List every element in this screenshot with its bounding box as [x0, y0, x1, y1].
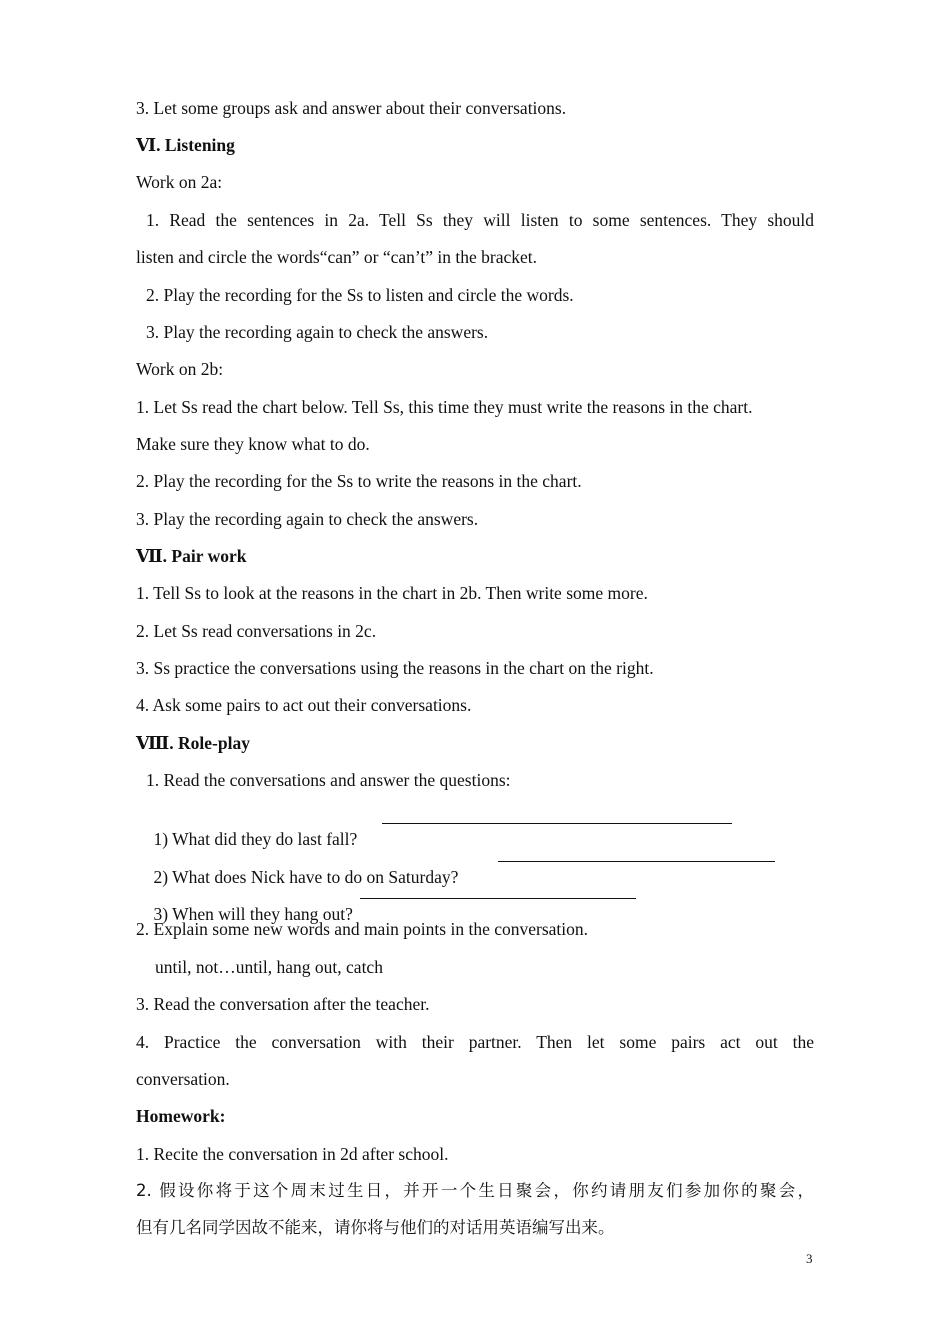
section-heading-pair-work: Ⅶ. Pair work [136, 546, 247, 566]
subheading-2b: Work on 2b: [136, 359, 224, 379]
step-line: 2. Play the recording for the Ss to listen and circle the words. [146, 285, 574, 305]
homework-item: 1. Recite the conversation in 2d after school. [136, 1144, 449, 1164]
step-line: 3. Play the recording again to check the answers. [136, 509, 479, 529]
section-heading-role-play: Ⅷ. Role-play [136, 733, 250, 753]
step-line: 1. Read the sentences in 2a. Tell Ss they will listen to some sentences. They should [146, 210, 814, 230]
step-line: 1. Read the conversations and answer the questions: [146, 770, 511, 790]
step-line: Make sure they know what to do. [136, 434, 370, 454]
step-line: 3. Let some groups ask and answer about their conversations. [136, 98, 567, 118]
step-line: 3. Read the conversation after the teacher. [136, 994, 430, 1014]
answer-blank-2[interactable] [498, 846, 775, 862]
step-line: listen and circle the words“can” or “can’t” in the bracket. [136, 247, 538, 267]
step-line: 2. Play the recording for the Ss to write the reasons in the chart. [136, 471, 582, 491]
section-heading-listening: Ⅵ. Listening [136, 135, 235, 155]
step-line: conversation. [136, 1069, 230, 1089]
subheading-2a: Work on 2a: [136, 172, 223, 192]
step-line: 3. Play the recording again to check the answers. [146, 322, 489, 342]
question-3-text: 3) When will they hang out? [153, 904, 353, 924]
step-line: 4. Practice the conversation with their partner. Then let some pairs act out the [136, 1032, 814, 1052]
step-line: 1. Tell Ss to look at the reasons in the chart in 2b. Then write some more. [136, 583, 648, 603]
answer-blank-1[interactable] [382, 808, 732, 824]
question-2-text: 2) What does Nick have to do on Saturday? [153, 867, 459, 887]
step-line: 1. Let Ss read the chart below. Tell Ss, this time they must write the reasons in the chart. [136, 397, 753, 417]
step-line: 2. Explain some new words and main points in the conversation. [136, 919, 589, 939]
vocabulary-list: until, not…until, hang out, catch [155, 957, 383, 977]
answer-blank-3[interactable] [360, 883, 636, 899]
homework-item-chinese-cont: 但有几名同学因故不能来，请你将与他们的对话用英语编写出来。 [136, 1218, 615, 1237]
question-1-text: 1) What did they do last fall? [153, 829, 358, 849]
step-line: 4. Ask some pairs to act out their conversations. [136, 695, 472, 715]
page-number: 3 [806, 1251, 813, 1266]
homework-heading: Homework: [136, 1106, 226, 1126]
step-line: 3. Ss practice the conversations using the reasons in the chart on the right. [136, 658, 654, 678]
step-line: 2. Let Ss read conversations in 2c. [136, 621, 377, 641]
homework-item-chinese: 2. 假设你将于这个周末过生日，并开一个生日聚会，你约请朋友们参加你的聚会， [136, 1181, 814, 1200]
